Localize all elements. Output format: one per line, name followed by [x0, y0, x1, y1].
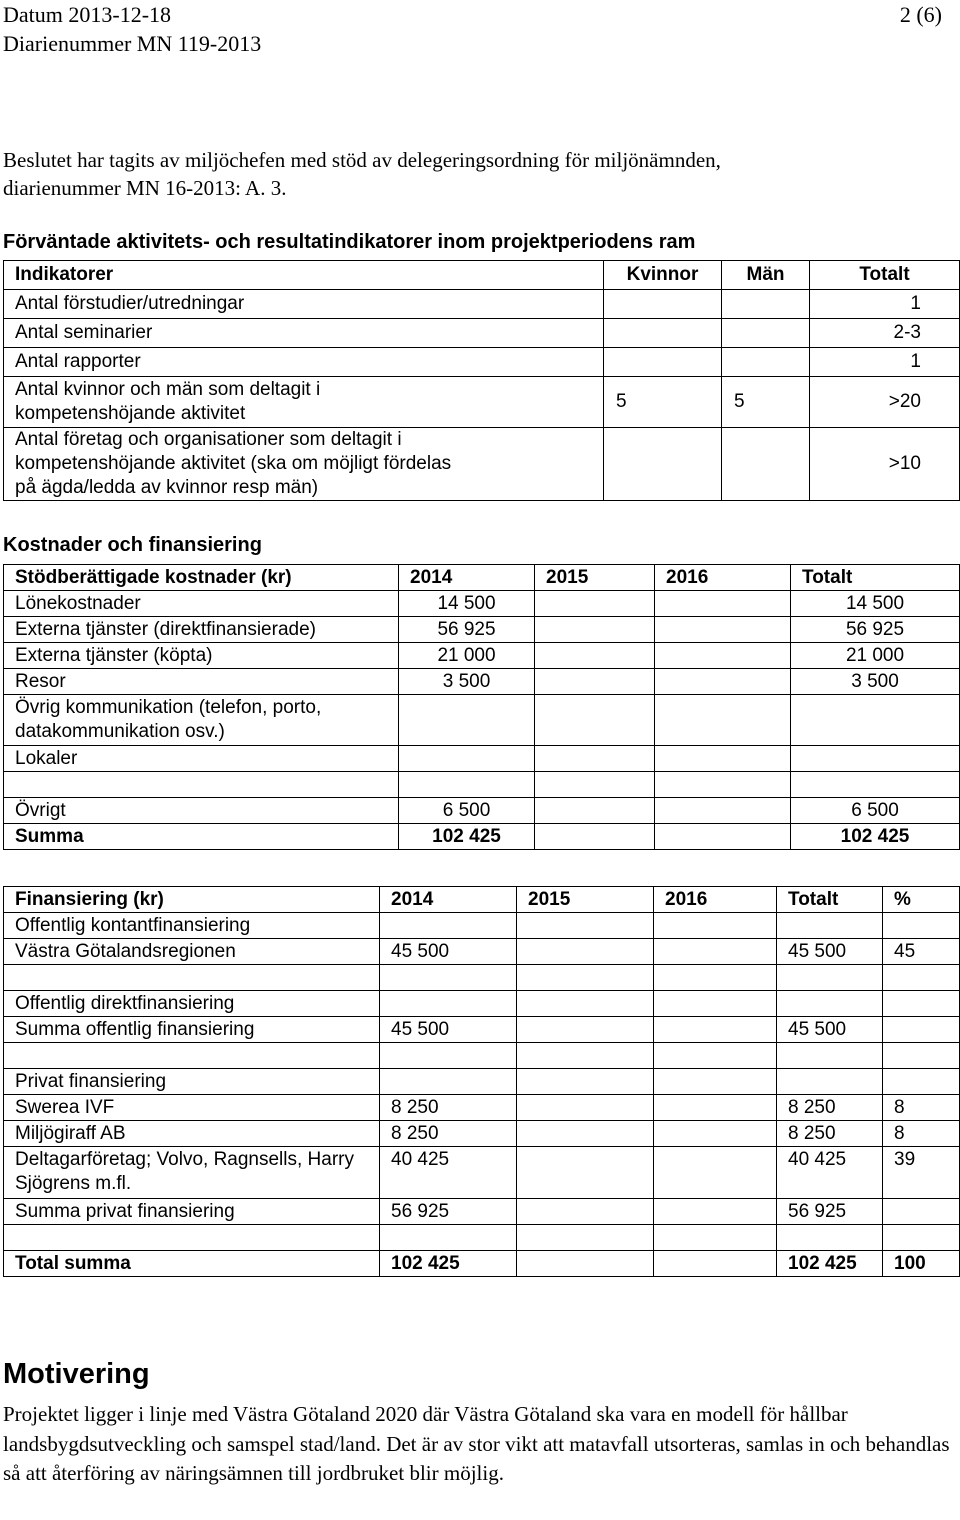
cell-2015	[517, 1251, 654, 1277]
row-label: Övrigt	[4, 798, 399, 824]
cell-percent: 39	[883, 1147, 960, 1199]
cell-totalt: 56 925	[791, 617, 960, 643]
table-row	[4, 1121, 960, 1147]
table-row	[4, 746, 960, 772]
cell-2016	[655, 669, 791, 695]
cell-2014	[380, 1069, 517, 1095]
cell-percent	[883, 991, 960, 1017]
table-row	[4, 824, 960, 850]
cell-2016	[654, 1043, 777, 1069]
costs-heading: Kostnader och finansiering	[3, 534, 262, 556]
cell-2015	[517, 1095, 654, 1121]
cell-totalt	[791, 772, 960, 798]
cell-2016	[655, 746, 791, 772]
cell-totalt: 102 425	[791, 824, 960, 850]
cell-totalt: 3 500	[791, 669, 960, 695]
table-row	[4, 772, 960, 798]
row-label: Total summa	[4, 1251, 380, 1277]
cell-2014	[380, 913, 517, 939]
table-row	[4, 319, 960, 348]
document-date: Datum 2013-12-18	[3, 2, 172, 27]
column-header-man: Män	[722, 261, 810, 290]
column-header-2015: 2015	[535, 565, 655, 591]
cell-totalt: >20	[810, 377, 960, 428]
column-header-totalt: Totalt	[777, 887, 883, 913]
cell-2014: 14 500	[399, 591, 535, 617]
row-label: Västra Götalandsregionen	[4, 939, 380, 965]
column-header-2014: 2014	[380, 887, 517, 913]
cell-2014: 8 250	[380, 1095, 517, 1121]
table-row	[4, 1199, 960, 1225]
cell-2015	[535, 591, 655, 617]
cell-man	[722, 319, 810, 348]
cell-2015	[535, 669, 655, 695]
cell-2016	[655, 772, 791, 798]
cell-kvinnor	[604, 290, 722, 319]
cell-totalt: 8 250	[777, 1095, 883, 1121]
cell-2014: 102 425	[380, 1251, 517, 1277]
cell-2014: 8 250	[380, 1121, 517, 1147]
column-header-indikatorer: Indikatorer	[4, 261, 604, 290]
cell-kvinnor	[604, 348, 722, 377]
cell-2014: 40 425	[380, 1147, 517, 1199]
cell-2016	[654, 1251, 777, 1277]
cell-2015	[535, 617, 655, 643]
row-label: Offentlig kontantfinansiering	[4, 913, 380, 939]
cell-totalt: >10	[810, 428, 960, 501]
cell-2016	[655, 591, 791, 617]
cell-totalt: 14 500	[791, 591, 960, 617]
cell-man: 5	[722, 377, 810, 428]
column-header-kostnader: Stödberättigade kostnader (kr)	[4, 565, 399, 591]
row-label: Antal företag och organisationer som deltagit i kompetenshöjande aktivitet (ska om möjligt fördelas på ägda/ledda av kvinnor resp män)	[4, 428, 604, 501]
column-header-totalt: Totalt	[810, 261, 960, 290]
cell-totalt	[777, 913, 883, 939]
cell-2015	[535, 798, 655, 824]
column-header-kvinnor: Kvinnor	[604, 261, 722, 290]
table-row	[4, 643, 960, 669]
cell-totalt: 1	[810, 348, 960, 377]
cell-man	[722, 348, 810, 377]
cell-percent: 8	[883, 1121, 960, 1147]
cell-2014	[380, 965, 517, 991]
cell-2015	[517, 1069, 654, 1095]
column-header-finansiering: Finansiering (kr)	[4, 887, 380, 913]
table-row	[4, 913, 960, 939]
cell-2014: 102 425	[399, 824, 535, 850]
cell-kvinnor: 5	[604, 377, 722, 428]
cell-totalt	[791, 695, 960, 746]
table-header-row	[4, 887, 960, 913]
row-label: Antal rapporter	[4, 348, 604, 377]
costs-table	[3, 564, 960, 850]
column-header-2015: 2015	[517, 887, 654, 913]
table-header-row	[4, 261, 960, 290]
row-label	[4, 965, 380, 991]
cell-2015	[535, 643, 655, 669]
cell-2014	[380, 991, 517, 1017]
cell-totalt	[777, 965, 883, 991]
cell-kvinnor	[604, 319, 722, 348]
document-diarienummer: Diarienummer MN 119-2013	[3, 31, 262, 56]
cell-2014: 45 500	[380, 1017, 517, 1043]
cell-2014: 45 500	[380, 939, 517, 965]
column-header-percent: %	[883, 887, 960, 913]
table-row	[4, 1251, 960, 1277]
cell-2015	[517, 965, 654, 991]
cell-2016	[655, 824, 791, 850]
cell-percent: 45	[883, 939, 960, 965]
cell-percent	[883, 1043, 960, 1069]
table-row	[4, 1147, 960, 1199]
indicators-heading: Förväntade aktivitets- och resultatindikatorer inom projektperiodens ram	[3, 231, 696, 253]
cell-man	[722, 428, 810, 501]
row-label: Externa tjänster (direktfinansierade)	[4, 617, 399, 643]
cell-percent	[883, 965, 960, 991]
cell-percent: 8	[883, 1095, 960, 1121]
cell-2016	[655, 798, 791, 824]
cell-2015	[517, 1043, 654, 1069]
table-row	[4, 290, 960, 319]
cell-percent	[883, 1017, 960, 1043]
column-header-2014: 2014	[399, 565, 535, 591]
financing-table	[3, 886, 960, 1277]
cell-totalt	[777, 1069, 883, 1095]
cell-2016	[654, 1199, 777, 1225]
cell-2014: 21 000	[399, 643, 535, 669]
cell-2016	[654, 991, 777, 1017]
cell-2016	[654, 913, 777, 939]
column-header-2016: 2016	[654, 887, 777, 913]
cell-2016	[654, 1147, 777, 1199]
row-label: Summa	[4, 824, 399, 850]
cell-totalt	[777, 1225, 883, 1251]
row-label: Deltagarföretag; Volvo, Ragnsells, Harry Sjögrens m.fl.	[4, 1147, 380, 1199]
row-label	[4, 772, 399, 798]
row-label: Resor	[4, 669, 399, 695]
cell-totalt	[777, 1043, 883, 1069]
table-row	[4, 428, 960, 501]
cell-percent	[883, 1225, 960, 1251]
cell-totalt: 21 000	[791, 643, 960, 669]
row-label: Summa privat finansiering	[4, 1199, 380, 1225]
row-label: Offentlig direktfinansiering	[4, 991, 380, 1017]
row-label: Miljögiraff AB	[4, 1121, 380, 1147]
row-label: Lönekostnader	[4, 591, 399, 617]
row-label: Swerea IVF	[4, 1095, 380, 1121]
cell-totalt: 45 500	[777, 1017, 883, 1043]
column-header-totalt: Totalt	[791, 565, 960, 591]
table-row	[4, 991, 960, 1017]
cell-2014	[399, 772, 535, 798]
table-row	[4, 1043, 960, 1069]
cell-2016	[654, 939, 777, 965]
cell-totalt: 56 925	[777, 1199, 883, 1225]
table-row	[4, 377, 960, 428]
cell-2016	[654, 1069, 777, 1095]
cell-totalt: 6 500	[791, 798, 960, 824]
cell-percent	[883, 1199, 960, 1225]
cell-2015	[535, 695, 655, 746]
cell-2015	[517, 913, 654, 939]
indicators-table	[3, 260, 960, 501]
row-label: Externa tjänster (köpta)	[4, 643, 399, 669]
cell-2016	[654, 1121, 777, 1147]
cell-2015	[517, 1121, 654, 1147]
cell-2016	[654, 1095, 777, 1121]
cell-2014: 56 925	[399, 617, 535, 643]
cell-2015	[535, 824, 655, 850]
cell-totalt: 2-3	[810, 319, 960, 348]
cell-2015	[535, 746, 655, 772]
cell-percent: 100	[883, 1251, 960, 1277]
row-label: Lokaler	[4, 746, 399, 772]
table-row	[4, 1017, 960, 1043]
table-header-row	[4, 565, 960, 591]
cell-2016	[654, 965, 777, 991]
row-label: Antal förstudier/utredningar	[4, 290, 604, 319]
table-row	[4, 617, 960, 643]
decision-paragraph: Beslutet har tagits av miljöchefen med stöd av delegeringsordning för miljönämnden, diarienummer MN 16-2013: A. 3.	[3, 148, 721, 200]
row-label	[4, 1043, 380, 1069]
cell-2015	[517, 1017, 654, 1043]
table-row	[4, 591, 960, 617]
cell-2014: 3 500	[399, 669, 535, 695]
cell-2016	[655, 695, 791, 746]
cell-totalt: 1	[810, 290, 960, 319]
cell-totalt: 102 425	[777, 1251, 883, 1277]
cell-2016	[655, 643, 791, 669]
column-header-2016: 2016	[655, 565, 791, 591]
table-row	[4, 939, 960, 965]
motivation-heading: Motivering	[3, 1358, 150, 1390]
cell-man	[722, 290, 810, 319]
cell-2016	[654, 1017, 777, 1043]
cell-2016	[655, 617, 791, 643]
cell-totalt: 45 500	[777, 939, 883, 965]
cell-2014	[399, 695, 535, 746]
cell-totalt: 8 250	[777, 1121, 883, 1147]
table-row	[4, 1095, 960, 1121]
cell-percent	[883, 1069, 960, 1095]
cell-2015	[535, 772, 655, 798]
table-row	[4, 669, 960, 695]
page-number: 2 (6)	[899, 2, 942, 27]
row-label	[4, 1225, 380, 1251]
row-label: Summa offentlig finansiering	[4, 1017, 380, 1043]
row-label: Privat finansiering	[4, 1069, 380, 1095]
cell-2015	[517, 1225, 654, 1251]
table-row	[4, 1069, 960, 1095]
cell-2014	[380, 1225, 517, 1251]
cell-kvinnor	[604, 428, 722, 501]
cell-2014: 56 925	[380, 1199, 517, 1225]
table-row	[4, 1225, 960, 1251]
table-row	[4, 798, 960, 824]
cell-2015	[517, 991, 654, 1017]
cell-2015	[517, 1147, 654, 1199]
row-label: Antal kvinnor och män som deltagit i kompetenshöjande aktivitet	[4, 377, 604, 428]
table-row	[4, 348, 960, 377]
table-row	[4, 695, 960, 746]
cell-totalt	[791, 746, 960, 772]
row-label: Antal seminarier	[4, 319, 604, 348]
cell-2016	[654, 1225, 777, 1251]
cell-2014	[399, 746, 535, 772]
cell-2014	[380, 1043, 517, 1069]
motivation-paragraph: Projektet ligger i linje med Västra Götaland 2020 där Västra Götaland ska vara en modell för hållbar landsbygdsutveckling och samspel stad/land. Det är av stor vikt att matavfall utsorteras, samlas in och behandlas så att återföring av näringsämnen till jordbruket blir möjlig.	[3, 1402, 950, 1485]
table-row	[4, 965, 960, 991]
row-label: Övrig kommunikation (telefon, porto, datakommunikation osv.)	[4, 695, 399, 746]
cell-2015	[517, 939, 654, 965]
cell-2015	[517, 1199, 654, 1225]
cell-totalt: 40 425	[777, 1147, 883, 1199]
cell-totalt	[777, 991, 883, 1017]
cell-2014: 6 500	[399, 798, 535, 824]
cell-percent	[883, 913, 960, 939]
